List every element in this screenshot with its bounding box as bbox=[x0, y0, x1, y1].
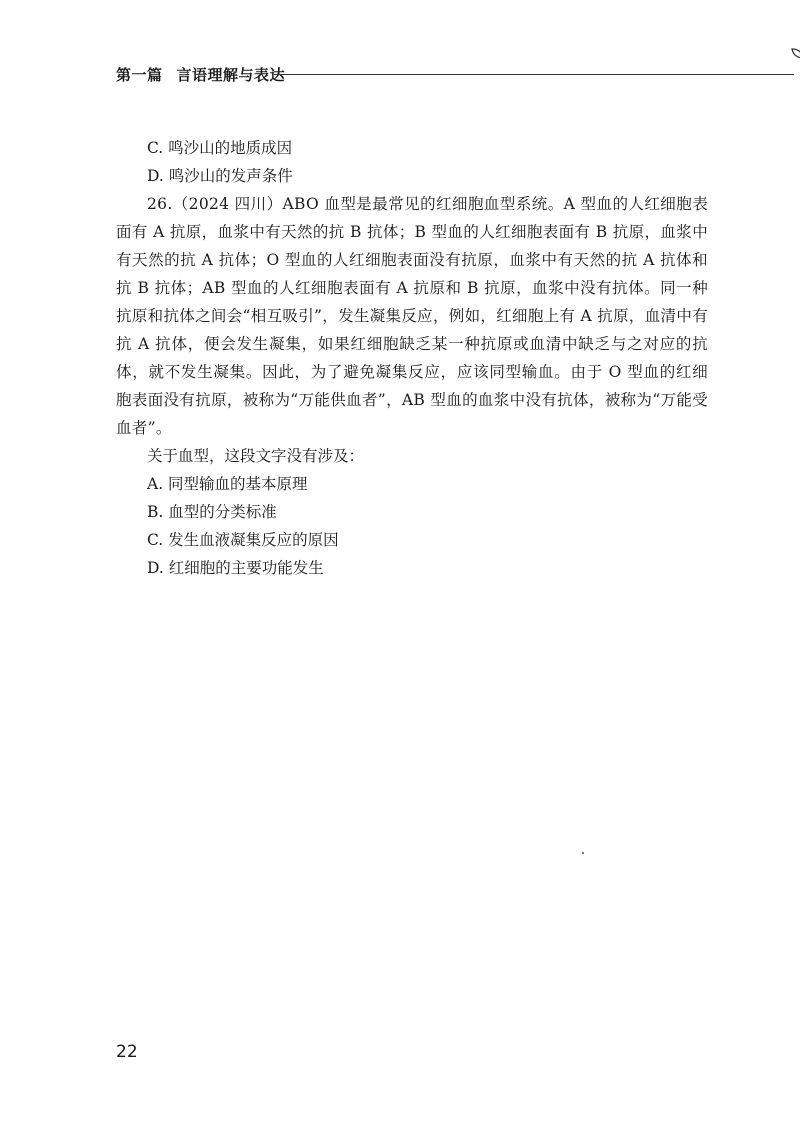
header-part: 第一篇 bbox=[116, 66, 163, 84]
option-c: C. 发生血液凝集反应的原因 bbox=[147, 531, 339, 549]
header-section-title: 言语理解与表达 bbox=[176, 66, 286, 84]
option-d: D. 红细胞的主要功能发生 bbox=[147, 559, 324, 577]
question-stem: 关于血型，这段文字没有涉及： bbox=[147, 447, 365, 465]
option-a: A. 同型输血的基本原理 bbox=[147, 475, 308, 493]
prev-option-c: C. 鸣沙山的地质成因 bbox=[147, 139, 293, 157]
prev-option-d: D. 鸣沙山的发声条件 bbox=[147, 167, 293, 185]
question-passage bbox=[116, 190, 708, 442]
question-passage-text: ABO 血型是最常见的红细胞血型系统。A 型血的人红细胞表面有 A 抗原，血浆中有天然的抗 B 抗体；B 型血的人红细胞表面有 B 抗原，血浆中有天然的抗 A 抗体；O 型血的人红细胞表面没有抗原，血浆中有天然的抗 A 抗体和抗 B 抗体；AB 型血的人红细胞表面有 A 抗原和 B 抗原，血浆中没有抗体。同一种抗原和抗体之间会“相互吸引”，发生凝集反应，例如，红细胞上有 A 抗原，血清中有抗 A 抗体，便会发生凝集，如果红细胞缺乏某一种抗原或血清中缺乏与之对应的抗体，就不发生凝集。因此，为了避免凝集反应，应该同型输血。由于 O 型血的红细胞表面没有抗原，被称为“万能供血者”，AB 型血的血浆中没有抗体，被称为“万能受血者”。 bbox=[116, 195, 709, 437]
header-title bbox=[116, 64, 285, 85]
page-header bbox=[116, 60, 706, 90]
scan-speck bbox=[582, 852, 584, 854]
page-number: 22 bbox=[116, 1042, 138, 1062]
page-content bbox=[116, 134, 708, 582]
header-rule bbox=[274, 74, 794, 75]
option-b: B. 血型的分类标准 bbox=[147, 503, 277, 521]
question-number-source: 26.（2024 四川） bbox=[147, 195, 283, 213]
sprout-icon bbox=[790, 46, 800, 76]
